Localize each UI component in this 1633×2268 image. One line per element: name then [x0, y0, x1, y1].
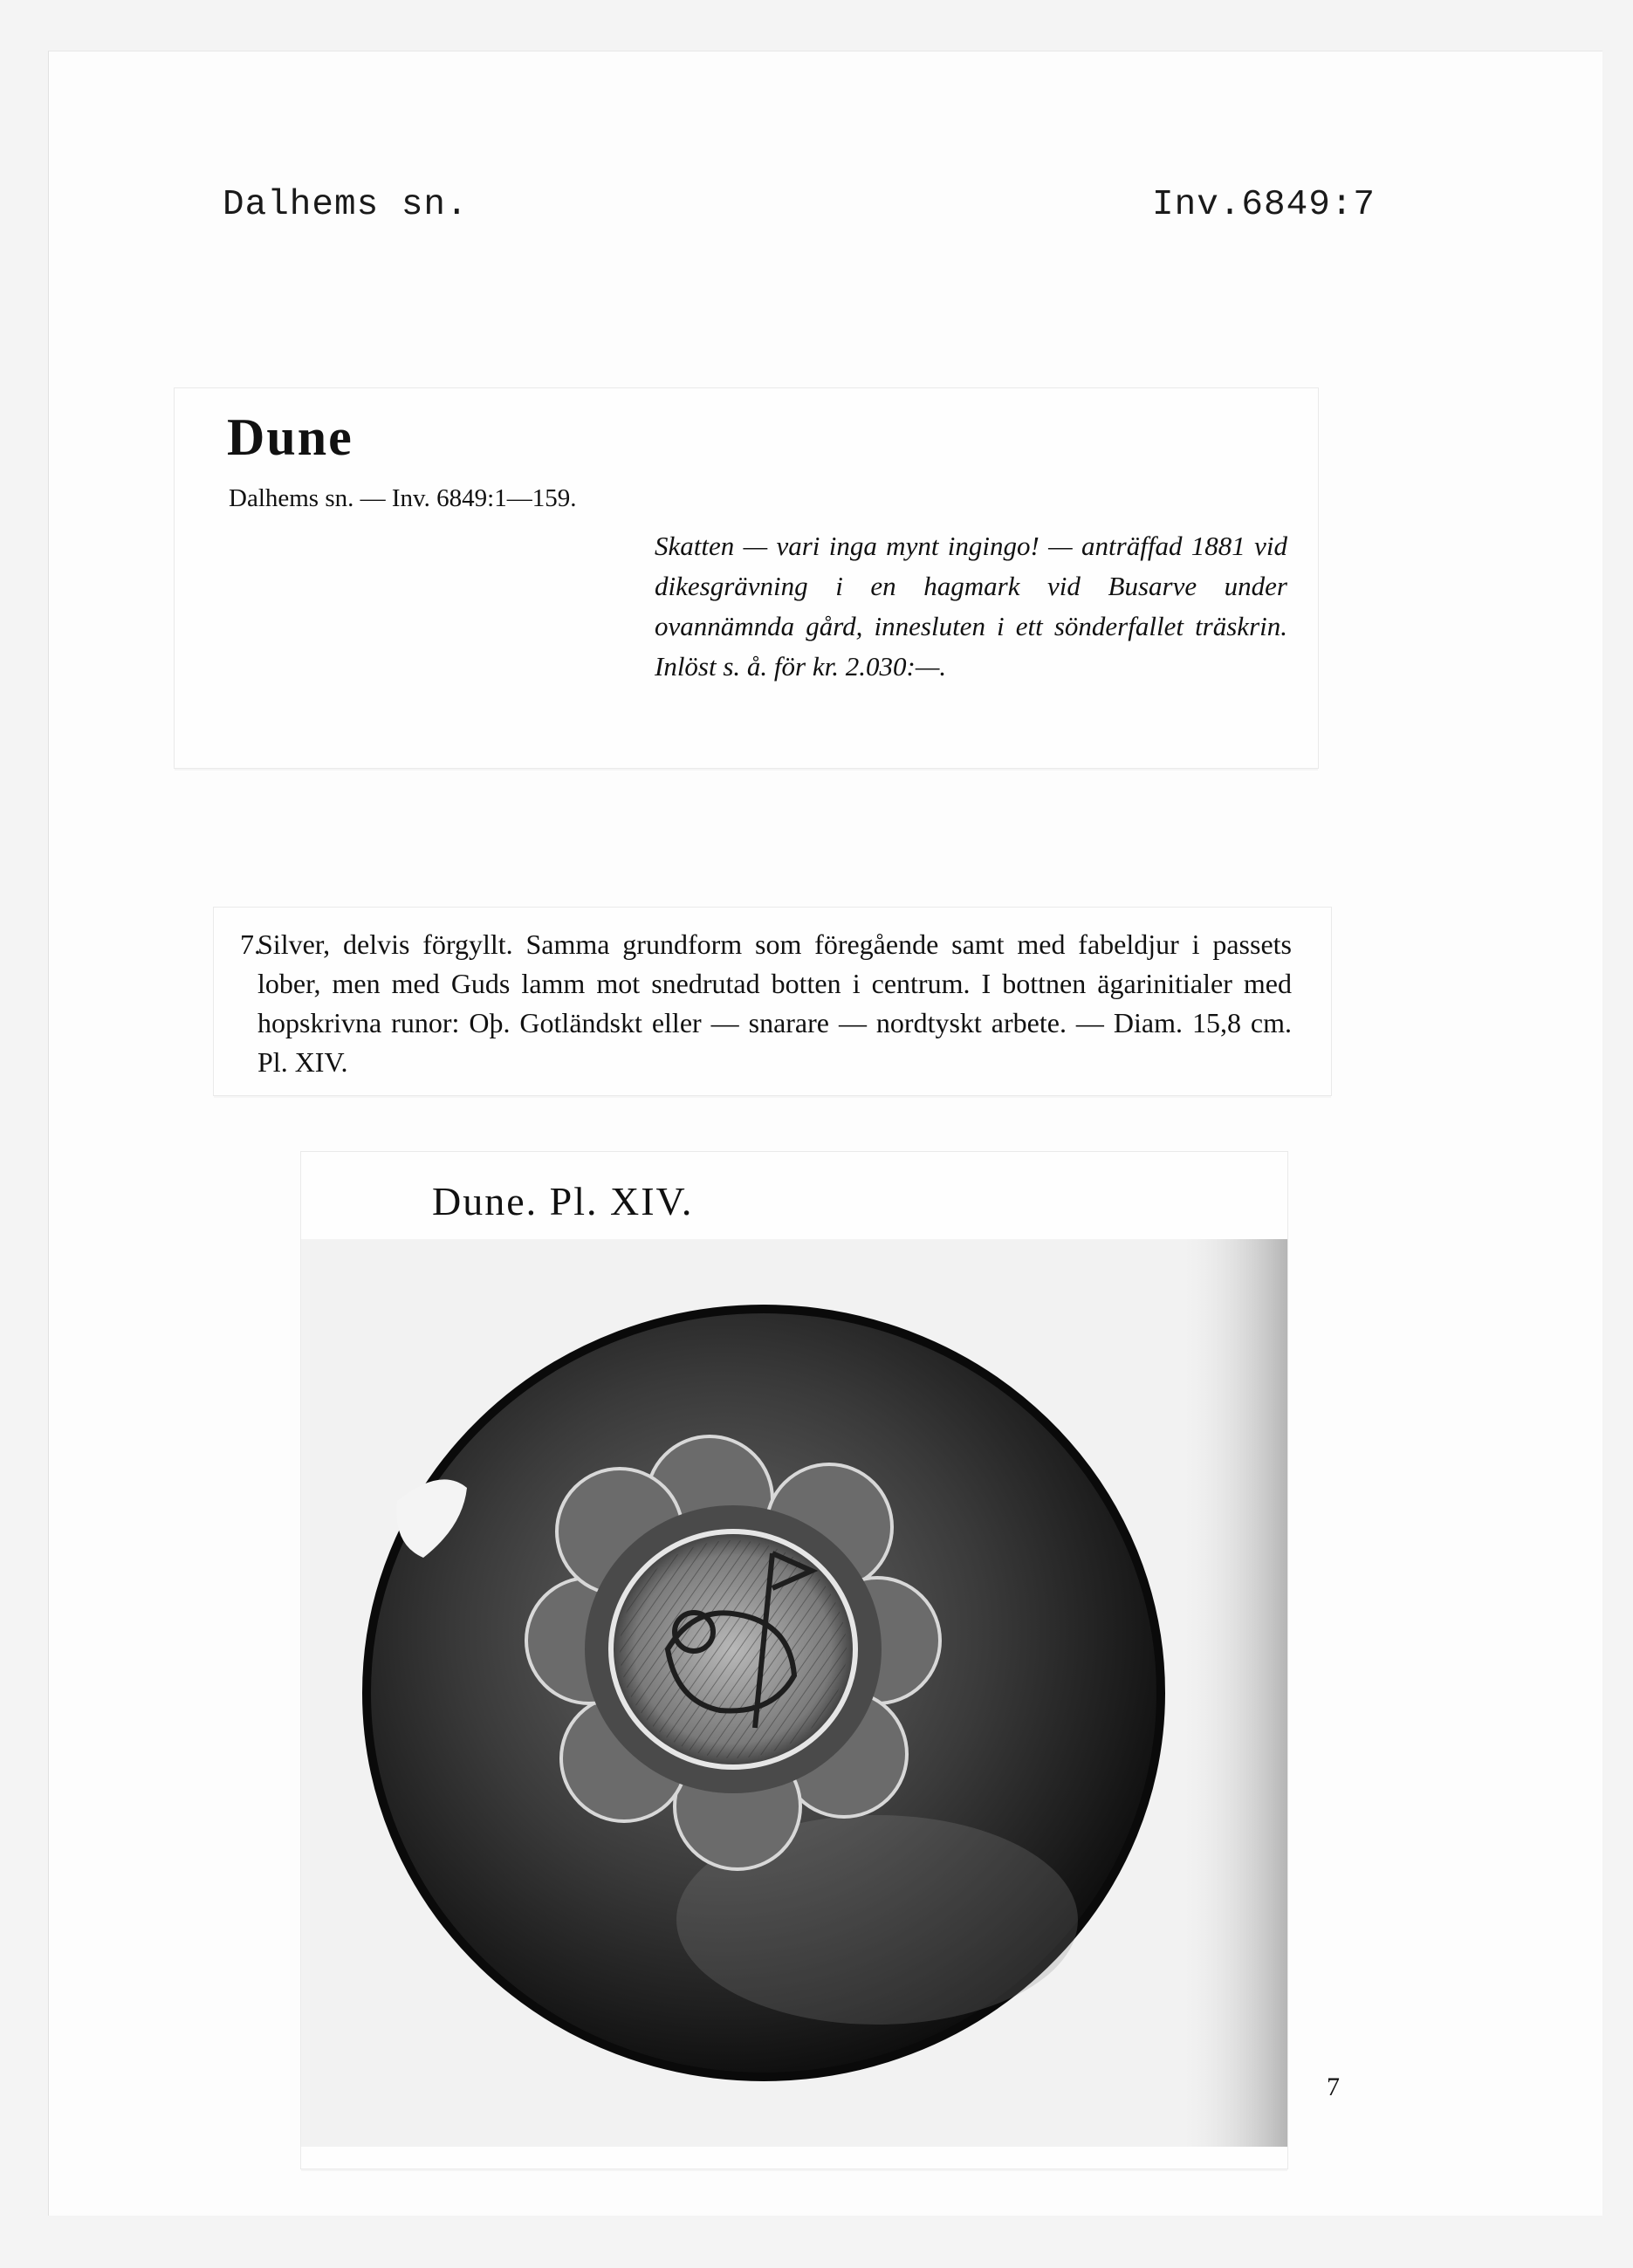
- bowl-photograph: [301, 1239, 1287, 2147]
- find-description-text: Skatten — vari inga mynt ingingo! — anträffad 1881 vid dikesgrävning i en hagmark vid Busarve under ovannämnda gård, innesluten i ett sönderfallet träskrin. Inlöst s. å. för kr. 2.030:—.: [655, 531, 1287, 682]
- plate-clipping: [301, 1152, 1287, 2169]
- site-subtitle: Dalhems sn. — Inv. 6849:1—159.: [229, 484, 577, 512]
- inventory-header: Inv.6849:7: [1152, 185, 1376, 225]
- parish-header: Dalhems sn.: [223, 185, 469, 225]
- site-title: Dune: [227, 408, 353, 466]
- item-description-text: Silver, delvis förgyllt. Samma grundform som föregående samt med fabeldjur i passets lober, men med Guds lamm mot snedrutad botten i centrum. I bottnen ägarinitialer med hopskrivna runor: Oþ. Gotländskt eller — snarare — nordtyskt arbete. — Diam. 15,8 cm. Pl. XIV.: [257, 928, 1292, 1078]
- plate-title: Dune. Pl. XIV.: [432, 1179, 694, 1223]
- item-description-clipping: [214, 908, 1331, 1095]
- item-number: 7.: [240, 928, 261, 960]
- item-description: [240, 925, 1292, 1082]
- find-description-clipping: [175, 388, 1318, 768]
- page-number: 7: [1327, 2073, 1340, 2101]
